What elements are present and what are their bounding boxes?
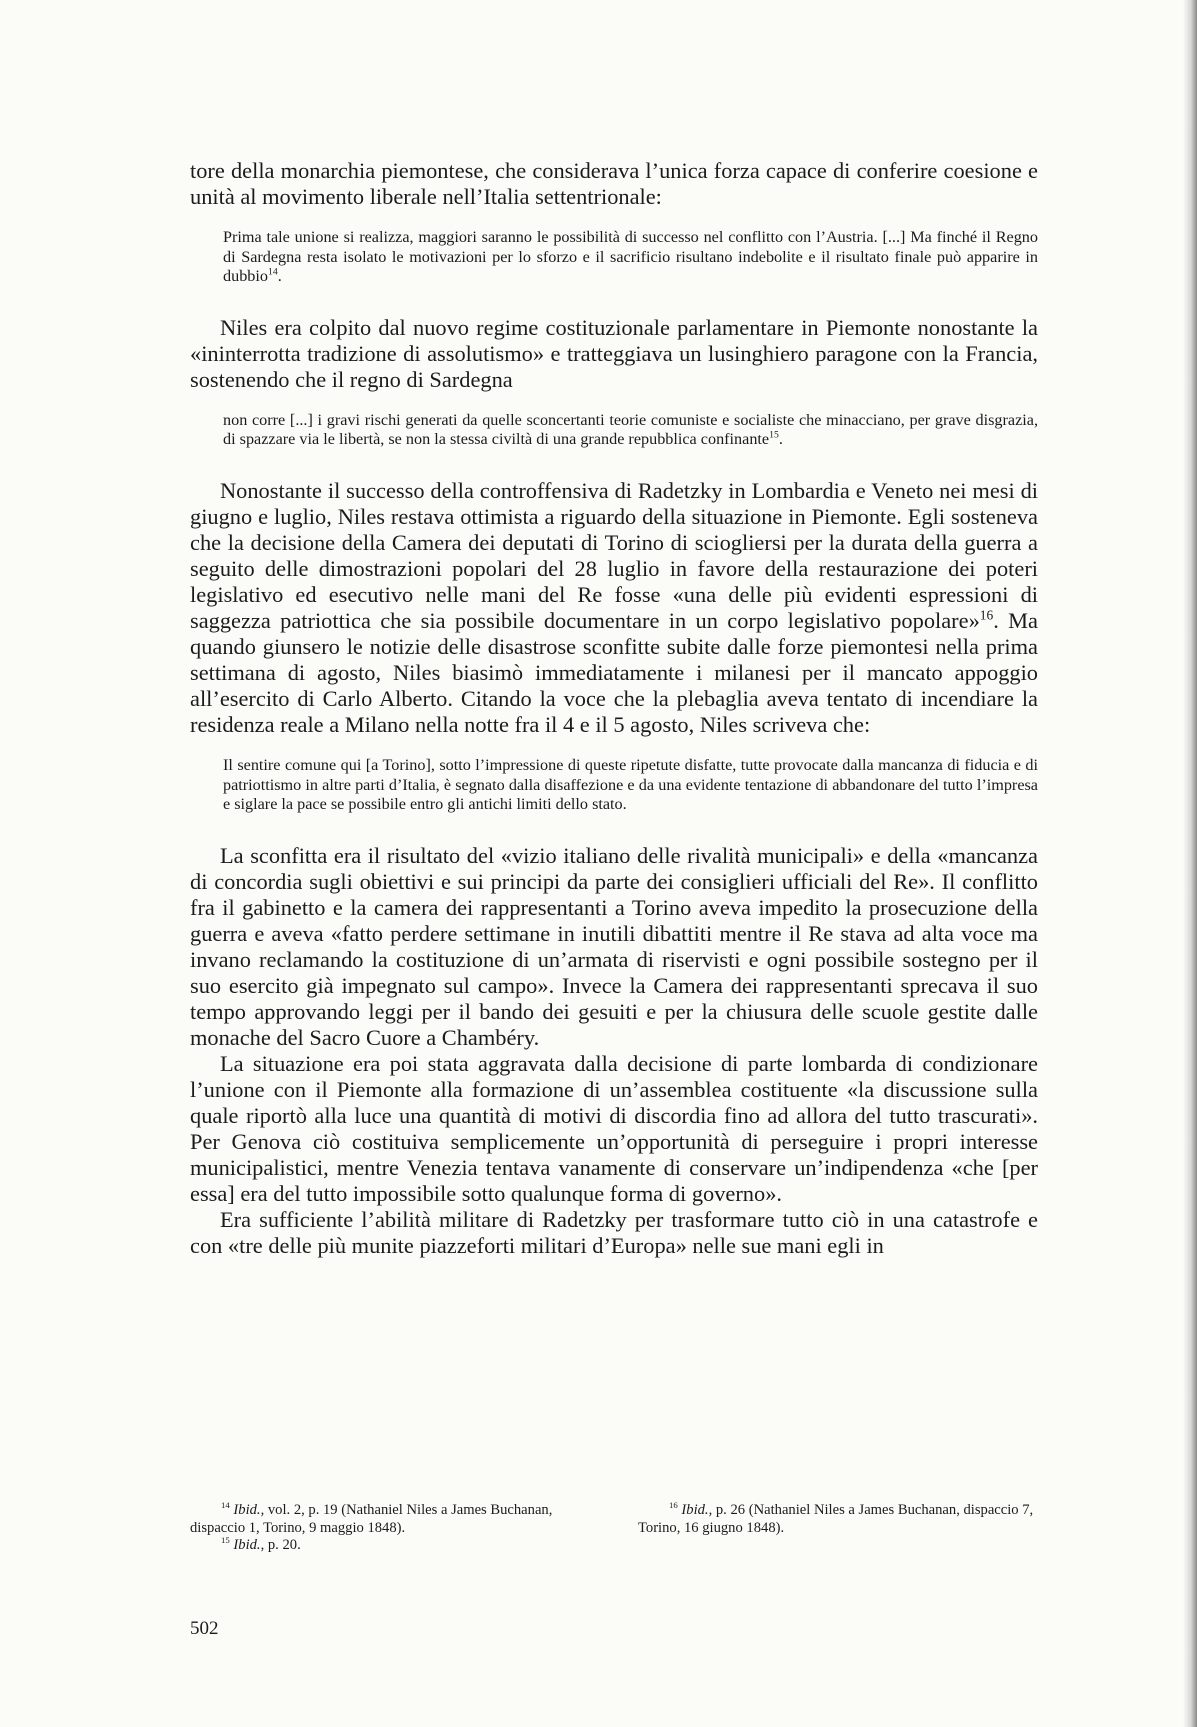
paragraph-abilita: Era sufficiente l’abilità militare di Radetzky per trasformare tutto ciò in una catastrofe e con «tre delle più munite piazzeforti militari d’Europa» nelle sue mani egli in — [190, 1206, 1038, 1258]
paragraph-radetzky — [190, 478, 1038, 738]
footnotes — [190, 1502, 1038, 1555]
quote-period: . — [277, 267, 282, 286]
quote-text: Prima tale unione si realizza, maggiori saranno le possibilità di successo nel conflitto con l’Austria. [...] Ma finché il Regno di Sardegna resta isolato le motivazioni per lo sforzo e il sacrificio risultano indebolite e il risultato finale può apparire in dubbio — [223, 228, 1038, 286]
block-quote-2 — [190, 411, 1038, 450]
footnote-number: 15 — [221, 1535, 230, 1546]
page-edge-shadow — [1183, 0, 1197, 1727]
footnote-14 — [190, 1502, 590, 1537]
page-number: 502 — [190, 1618, 219, 1639]
footnote-ibid: Ibid. — [233, 1502, 261, 1518]
footnote-text: , p. 20. — [260, 1537, 301, 1553]
block-quote-1 — [190, 228, 1038, 287]
footnote-ref-14[interactable]: 14 — [267, 266, 278, 278]
main-text — [190, 158, 1038, 1259]
paragraph-niles-regime: Niles era colpito dal nuovo regime costituzionale parlamentare in Piemonte nonostante la «ininterrotta tradizione di assolutismo» e tratteggiava un lusinghiero paragone con la Francia, sostenendo che il regno di Sardegna — [190, 314, 1038, 392]
footnote-column-left — [190, 1502, 590, 1555]
quote-text: non corre [...] i gravi rischi generati da quelle sconcertanti teorie comuniste e socialiste che minacciano, per grave disgrazia, di spazzare via le libertà, se non la stessa civiltà di una grande repubblica confinante — [223, 410, 1038, 449]
paragraph-situazione: La situazione era poi stata aggravata dalla decisione di parte lombarda di condizionare l’unione con il Piemonte alla formazione di un’assemblea costituente «la discussione sulla quale riportò alla luce una quantità di motivi di discordia fino ad allora del tutto trascurati». Per Genova ciò costituiva semplicemente un’opportunità di perseguire i propri interesse municipalistici, mentre Venezia tentava vanamente di conservare un’indipendenza «che [per essa] era del tutto impossibile sotto qualunque forma di governo». — [190, 1050, 1038, 1206]
footnote-number: 16 — [669, 1500, 678, 1511]
footnote-number: 14 — [221, 1500, 230, 1511]
paragraph-sconfitta: La sconfitta era il risultato del «vizio italiano delle rivalità municipali» e della «mancanza di concordia sugli obiettivi e sui principi da parte dei consiglieri ufficiali del Re». Il conflitto fra il gabinetto e la camera dei rappresentanti a Torino aveva impedito la prosecuzione della guerra e aveva «fatto perdere settimane in inutili dibattiti mentre il Re stava ad alta voce ma invano reclamando la costituzione di un’armata di riservisti e ogni possibile sostegno per il suo esercito già impegnato sul campo». Invece la Camera dei rappresentanti sprecava il suo tempo approvando leggi per il bando dei gesuiti e per la chiusura delle scuole gestite dalle monache del Sacro Cuore a Chambéry. — [190, 842, 1038, 1050]
footnote-ibid: Ibid. — [681, 1502, 709, 1518]
paragraph-continuation: tore della monarchia piemontese, che considerava l’unica forza capace di conferire coesione e unità al movimento liberale nell’Italia settentrionale: — [190, 158, 1038, 209]
footnote-text: , vol. 2, p. 19 (Nathaniel Niles a James Buchanan, dispaccio 1, Torino, 9 maggio 1848). — [190, 1502, 553, 1536]
footnote-ibid: Ibid. — [233, 1537, 261, 1553]
footnote-ref-16[interactable]: 16 — [979, 607, 994, 623]
footnote-15 — [190, 1537, 590, 1555]
footnote-16 — [638, 1502, 1038, 1537]
block-quote-3: Il sentire comune qui [a Torino], sotto l’impressione di queste ripetute disfatte, tutte provocate dalla mancanza di fiducia e di patriottismo in altre parti d’Italia, è segnato dalla disaffezione e da una evidente tentazione di abbandonare del tutto l’impresa e siglare la pace se possibile entro gli antichi limiti dello stato. — [223, 755, 1038, 814]
paragraph-text: . Ma quando giunsero le notizie delle disastrose sconfitte subite dalle forze piemontesi nella prima settimana di agosto, Niles biasimò immediatamente i milanesi per il mancato appoggio all’esercito di Carlo Alberto. Citando la voce che la plebaglia aveva tentato di incendiare la residenza reale a Milano nella notte fra il 4 e il 5 agosto, Niles scriveva che: — [190, 607, 1038, 737]
footnote-column-right — [638, 1502, 1038, 1555]
quote-period: . — [778, 430, 783, 449]
paragraph-text: Nonostante il successo della controffensiva di Radetzky in Lombardia e Veneto nei mesi di giugno e luglio, Niles restava ottimista a riguardo della situazione in Piemonte. Egli sosteneva che la decisione della Camera dei deputati di Torino di sciogliersi per la durata della guerra a seguito delle dimostrazioni popolari del 28 luglio in favore della restaurazione dei poteri legislativo ed esecutivo nelle mani del Re fosse «una delle più evidenti espressioni di saggezza patriottica che sia possibile documentare in un corpo legislativo popolare» — [190, 477, 1038, 633]
footnote-ref-15[interactable]: 15 — [769, 429, 779, 441]
footnote-text: , p. 26 (Nathaniel Niles a James Buchanan, dispaccio 7, Torino, 16 giugno 1848). — [638, 1502, 1034, 1536]
